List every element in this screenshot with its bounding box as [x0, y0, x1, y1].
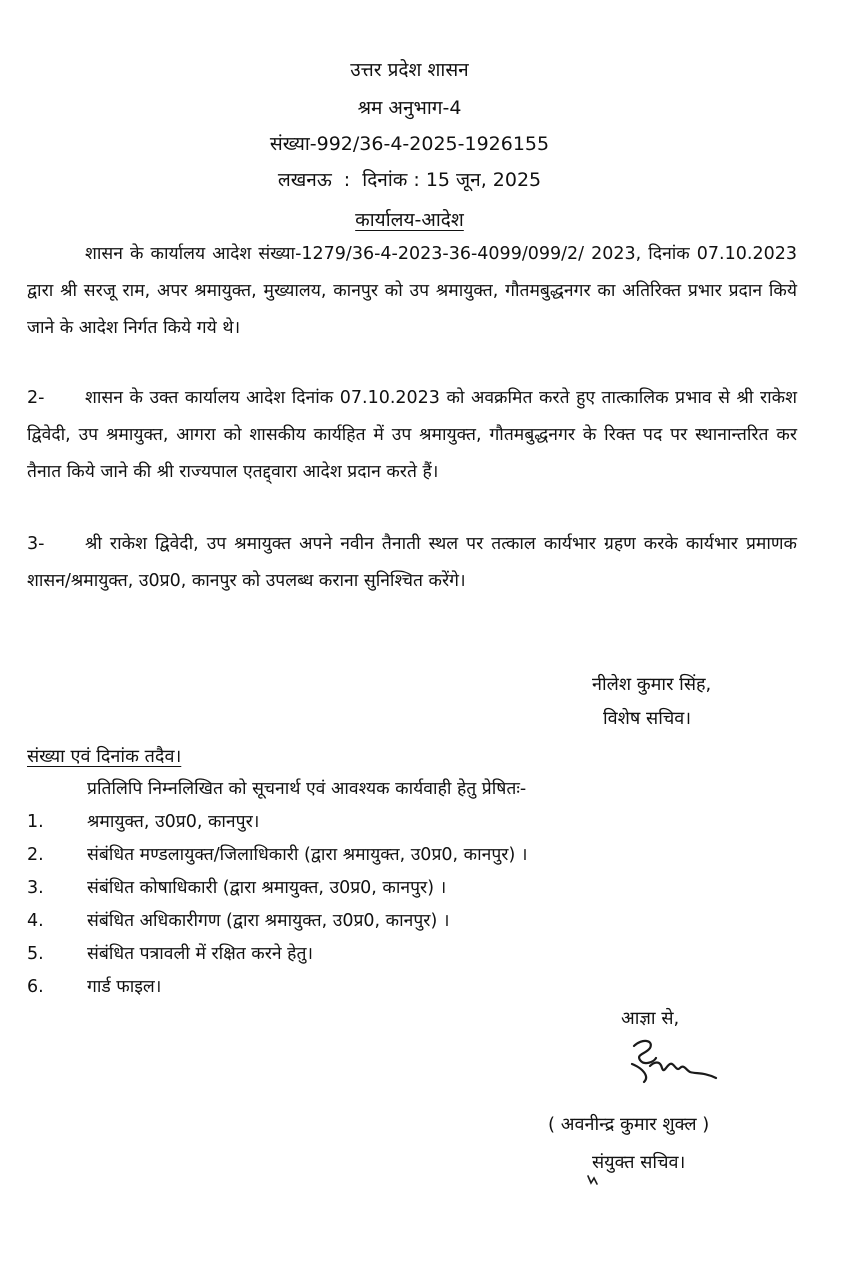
handwritten-signature [620, 1032, 730, 1092]
list-item-text: संबंधित कोषाधिकारी (द्वारा श्रमायुक्त, उ0प्र0, कानपुर) । [87, 878, 447, 898]
order-number: संख्या-992/36-4-2025-1926155 [269, 133, 550, 155]
list-item-text: श्रमायुक्त, उ0प्र0, कानपुर। [87, 812, 260, 832]
paragraph-1: शासन के कार्यालय आदेश संख्या-1279/36-4-2023-36-4099/099/2/ 2023, दिनांक 07.10.2023 द्वारा श्री सरजू राम, अपर श्रमायुक्त, मुख्यालय, कानपुर को उप श्रमायुक्त, गौतमबुद्धनगर का अतिरिक्त प्रभार प्रदान किये जाने के आदेश निर्गत किये गये थे। [27, 244, 797, 338]
paragraph-2 [27, 380, 797, 491]
order-type-heading: कार्यालय-आदेश [355, 209, 464, 231]
list-item [27, 839, 807, 872]
paragraph-2-text: शासन के उक्त कार्यालय आदेश दिनांक 07.10.2023 को अवक्रमित करते हुए तात्कालिक प्रभाव से श्री राकेश द्विवेदी, उप श्रमायुक्त, आगरा को शासकीय कार्यहित में उप श्रमायुक्त, गौतमबुद्धनगर के रिक्त पद पर स्थानान्तरित कर तैनात किये जाने की श्री राज्यपाल एतद्द्वारा आदेश प्रदान करते हैं। [27, 388, 797, 482]
list-item-number: 4. [27, 911, 44, 931]
place-and-date: लखनऊ : दिनांक : 15 जून, 2025 [277, 169, 542, 191]
list-item-number: 3. [27, 878, 44, 898]
list-item [27, 806, 807, 839]
paragraph-3-number: 3- [27, 534, 45, 554]
list-item-number: 2. [27, 845, 44, 865]
signatory-2-designation: संयुक्त सचिव। [592, 1152, 686, 1173]
paragraph-3 [27, 526, 797, 600]
order-by-line: आज्ञा से, [621, 1008, 680, 1029]
list-item [27, 938, 807, 971]
signatory-1-designation: विशेष सचिव। [603, 708, 692, 729]
initial-mark-icon [586, 1172, 600, 1186]
copy-intro: प्रतिलिपि निम्नलिखित को सूचनार्थ एवं आवश्यक कार्यवाही हेतु प्रेषितः- [87, 779, 527, 799]
paragraph-3-text: श्री राकेश द्विवेदी, उप श्रमायुक्त अपने नवीन तैनाती स्थल पर तत्काल कार्यभार ग्रहण करके कार्यभार प्रमाणक शासन/श्रमायुक्त, उ0प्र0, कानपुर को उपलब्ध कराना सुनिश्चित करेंगे। [27, 534, 797, 591]
list-item [27, 872, 807, 905]
signatory-2-name: ( अवनीन्द्र कुमार शुक्ल ) [548, 1114, 710, 1135]
list-item-number: 1. [27, 812, 44, 832]
list-item [27, 905, 807, 938]
paragraph-2-number: 2- [27, 388, 45, 408]
list-item-text: गार्ड फाइल। [87, 977, 162, 997]
copy-recipient-list [27, 806, 807, 1004]
copy-heading: संख्या एवं दिनांक तदैव। [27, 746, 182, 767]
government-title: उत्तर प्रदेश शासन [350, 59, 469, 81]
list-item-number: 6. [27, 977, 44, 997]
list-item-text: संबंधित पत्रावली में रक्षित करने हेतु। [87, 944, 314, 964]
list-item-text: संबंधित मण्डलायुक्त/जिलाधिकारी (द्वारा श्रमायुक्त, उ0प्र0, कानपुर) । [87, 845, 528, 865]
list-item-text: संबंधित अधिकारीगण (द्वारा श्रमायुक्त, उ0प्र0, कानपुर) । [87, 911, 450, 931]
signatory-1-name: नीलेश कुमार सिंह, [592, 674, 712, 695]
list-item [27, 971, 807, 1004]
section-name: श्रम अनुभाग-4 [357, 97, 462, 119]
list-item-number: 5. [27, 944, 44, 964]
